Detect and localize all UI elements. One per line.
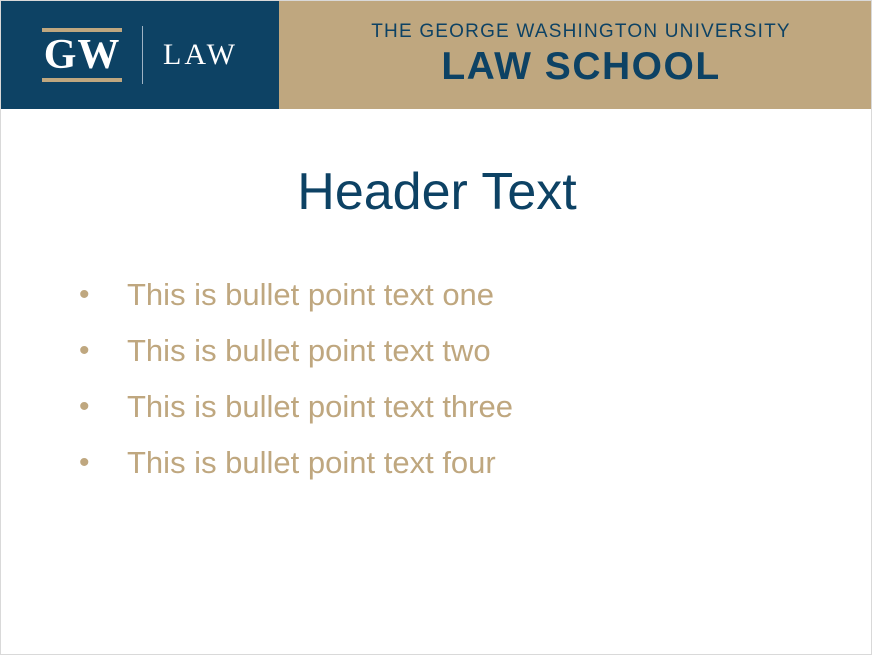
header-logo-panel [1,1,279,109]
bullet-marker-icon: • [79,334,90,367]
header-wordmark-panel [279,1,872,109]
bullet-marker-icon: • [79,446,90,479]
list-item [79,388,819,426]
list-item [79,276,819,314]
logo-divider [142,26,143,84]
bullet-text: This is bullet point text one [127,277,495,312]
university-name: THE GEORGE WASHINGTON UNIVERSITY [371,21,791,42]
gw-letters: GW [43,32,121,78]
logo-law-word: LAW [163,38,238,71]
slide-header-band [1,1,872,109]
school-name: LAW SCHOOL [441,45,721,88]
bullet-text: This is bullet point text two [127,333,491,368]
page-title: Header Text [297,163,577,221]
list-item [79,444,819,482]
bullet-marker-icon: • [79,278,90,311]
gw-rule-bottom-icon [42,78,122,82]
bullet-marker-icon: • [79,390,90,423]
gw-law-logo [42,24,238,86]
bullet-list [79,276,819,500]
list-item [79,332,819,370]
gw-monogram [42,25,122,85]
bullet-text: This is bullet point text three [127,389,513,424]
bullet-text: This is bullet point text four [127,445,496,480]
